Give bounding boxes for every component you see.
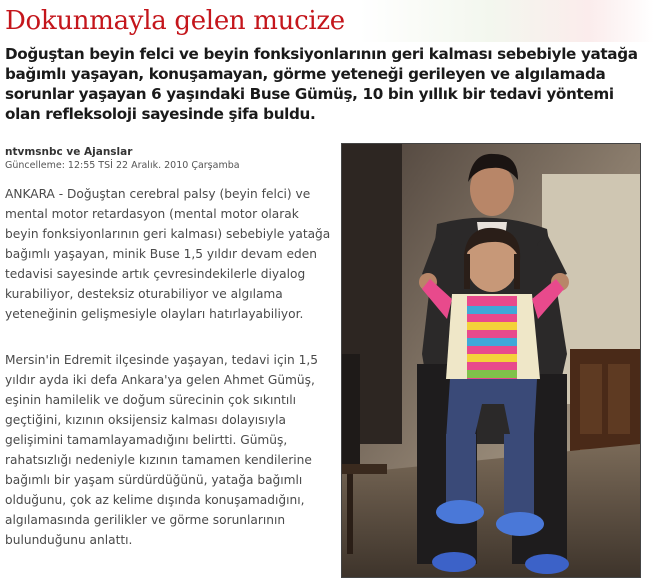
article-photo[interactable] (341, 143, 641, 578)
article-byline: ntvmsnbc ve Ajanslar (5, 146, 133, 158)
article-lead: Doğuştan beyin felci ve beyin fonksiyonlarının geri kalması sebebiyle yatağa bağımlı yaşayan, konuşamayan, görme yeteneği gerileyen ve algılamada sorunlar yaşayan 6 yaşındaki Buse Gümüş, 10 bin yıllık bir tedavi yöntemi olan refleksoloji sayesinde şifa buldu. (5, 45, 638, 123)
article-updated-timestamp: Güncelleme: 12:55 TSİ 22 Aralık. 2010 Çarşamba (5, 160, 240, 171)
article-paragraph-2: Mersin'in Edremit ilçesinde yaşayan, tedavi için 1,5 yıldır ayda iki defa Ankara'ya gelen Ahmet Gümüş, eşinin hamilelik ve doğum sürecinin çok sıkıntılı geçtiğini, kızının oksijensiz kalması dolayısıyla gelişimini tamamlayamadığını belirtti. Gümüş, rahatsızlığı nedeniyle kızının tamamen kendilerine bağımlı bir yaşam sürdürdüğünü, yatağa bağımlı olduğunu, çok az kelime dışında konuşamadığını, algılamasında gerilikler ve görme sorunlarının bulunduğunu anlattı. (5, 353, 319, 547)
photo-father-and-daughter (342, 144, 640, 577)
article-paragraph-1: ANKARA - Doğuştan cerebral palsy (beyin felci) ve mental motor retardasyon (mental motor olarak beyin fonksiyonlarının geri kalması) sebebiyle yatağa bağımlı yaşayan, minik Buse 1,5 yıldır devam eden tedavisi sayesinde artık çevresindekilerle diyalog kurabiliyor, desteksiz oturabiliyor ve algılama yeteneğinin gelişmesiyle olayları hatırlayabiliyor. (5, 187, 331, 321)
article-title: Dokunmayla gelen mucize (5, 6, 345, 36)
